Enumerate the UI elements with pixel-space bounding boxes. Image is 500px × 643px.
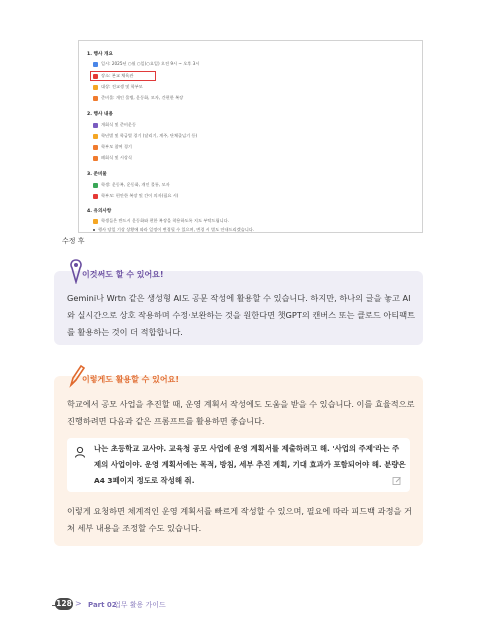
list-item: 학생: 운동복, 운동화, 개인 물통, 모자 — [93, 182, 170, 188]
tip-body: 이렇게 요청하면 체계적인 운영 계획서를 빠르게 작성할 수 있으며, 필요에 따라 피드백 과정을 거쳐 세부 내용을 조정할 수도 있습니다. — [67, 506, 412, 533]
warning-icon — [93, 219, 98, 224]
box-icon — [93, 96, 98, 101]
family-icon — [93, 145, 98, 150]
footer-part: Part 02 — [88, 601, 117, 609]
footer-title: 업무 활용 가이드 — [114, 601, 166, 609]
section-title: 2. 행사 내용 — [87, 112, 113, 117]
document-screenshot — [78, 40, 423, 233]
section-title: 3. 준비물 — [87, 172, 107, 177]
medal-icon — [93, 194, 98, 199]
run-icon — [93, 134, 98, 139]
list-item: 일시: 2025년 ○월 ○일(○요일) 오전 9시 ~ 오후 3시 — [93, 61, 199, 67]
apple-icon — [93, 183, 98, 188]
list-item: 학부모: 편안한 복장 및 간이 의자(필요 시) — [93, 193, 178, 199]
trophy-icon — [93, 156, 98, 161]
tip-title: 이것써도 할 수 있어요! — [82, 270, 164, 279]
tip-body: 학교에서 공모 사업을 추진할 때, 운영 계획서 작성에도 도움을 받을 수 있습니다. 이를 효율적으로 진행하려면 다음과 같은 프롬프트를 활용하면 좋습니다. — [67, 399, 415, 426]
list-item: 대상: 전교생 및 학부모 — [93, 84, 143, 90]
list-item: 폐회식 및 시상식 — [93, 155, 132, 161]
tip-body: Gemini나 Wrtn 같은 생성형 AI도 공문 작성에 활용할 수 있습니다. 하지만, 하나의 글을 놓고 AI와 실시간으로 상호 작용하며 수정·보완하는 것을 원한다면 챗GPT의 캔버스 또는 클로드 아티팩트를 활용하는 것이 더 적합합니다. — [67, 293, 416, 337]
section-title: 1. 행사 개요 — [87, 52, 113, 57]
list-item: 개회식 및 준비운동 — [93, 122, 136, 128]
user-icon — [74, 446, 86, 458]
page-number: 128 — [56, 599, 72, 608]
prompt-text: 나는 초등학교 교사야. 교육청 공모 사업에 운영 계획서를 제출하려고 해. '사업의 주제'라는 주제의 사업이야. 운영 계획서에는 목적, 방침, 세부 추진 계획, 기대 효과가 포함되어야 해. 분량은 A4 3페이지 정도로 작성해 줘. — [94, 444, 406, 485]
people-icon — [93, 85, 98, 90]
section-title: 4. 유의사항 — [87, 209, 112, 214]
pencil-icon — [93, 123, 98, 128]
calendar-icon — [93, 62, 98, 67]
list-item: 행사 당일 기상 상황에 따라 일정이 변경될 수 있으며, 변경 시 별도 안내드리겠습니다. — [93, 227, 254, 233]
list-item: 준비물: 개인 물병, 운동화, 모자, 간편한 복장 — [93, 95, 183, 101]
list-item: 학부모 참여 경기 — [93, 144, 132, 150]
tip-title: 이렇게도 활용할 수 있어요! — [82, 375, 180, 384]
list-item: 학생들은 반드시 운동화와 편한 복장을 착용하도록 지도 부탁드립니다. — [93, 218, 229, 224]
list-item: 장소: 본교 체육관 — [93, 73, 133, 79]
list-item: 학년별 및 학급별 경기 (달리기, 계주, 단체줄넘기 등) — [93, 133, 197, 139]
image-caption: 수정 후 — [62, 237, 85, 245]
chevron-right-icon: > — [75, 599, 82, 608]
bullet-icon — [93, 229, 95, 231]
pin-icon — [93, 74, 98, 79]
edit-icon[interactable] — [392, 476, 402, 486]
